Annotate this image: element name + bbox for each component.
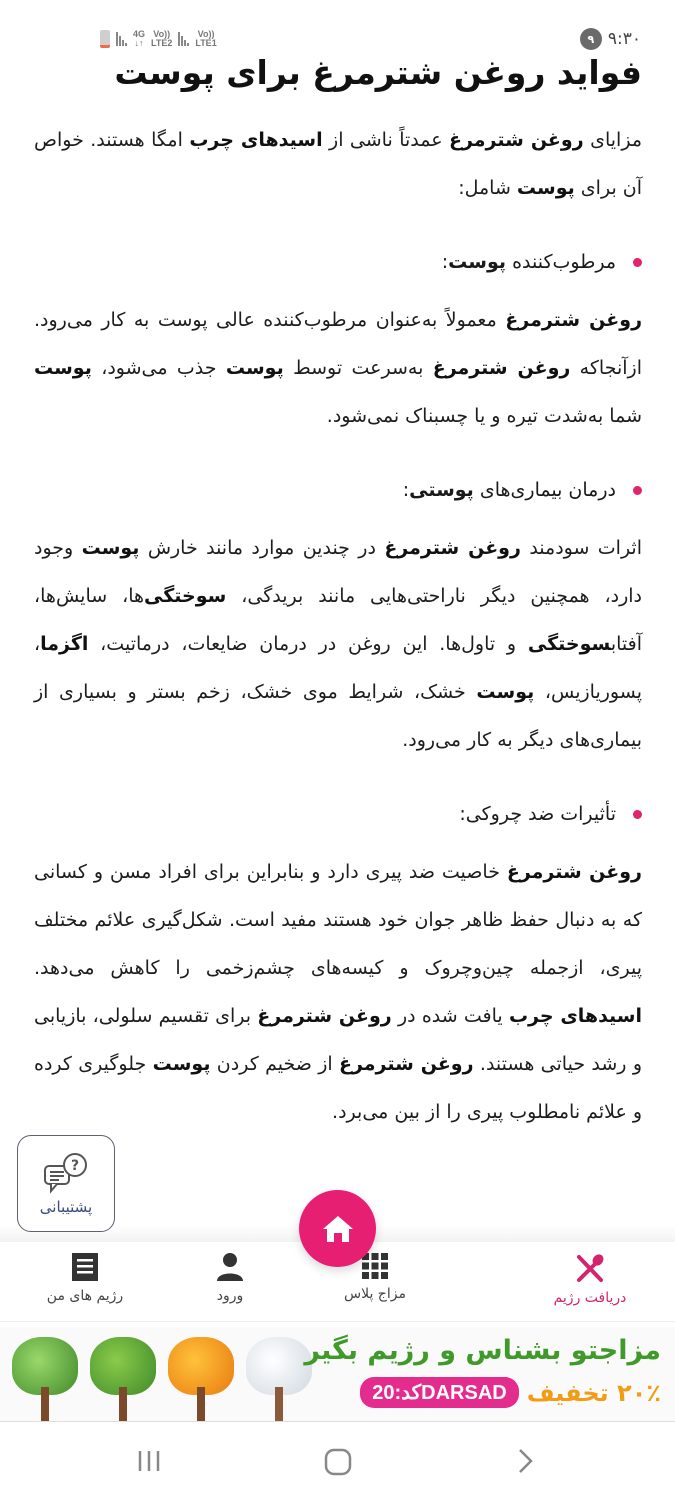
nav-item-my-diets[interactable] xyxy=(20,1252,150,1304)
home-button[interactable] xyxy=(299,1190,376,1267)
bold-keyword: روغن شترمرغ xyxy=(432,357,571,379)
bold-keyword: روغن شترمرغ xyxy=(257,1005,392,1027)
text-run: اثرات سودمند xyxy=(520,537,642,559)
text-run: به‌سرعت توسط xyxy=(283,357,433,379)
banner-offer xyxy=(360,1377,661,1408)
volte-label: Vo)) xyxy=(197,29,215,39)
intro-paragraph xyxy=(34,116,642,212)
discount-text: ۲۰٪ تخفیف xyxy=(526,1378,661,1407)
bold-keyword: روغن شترمرغ xyxy=(384,537,521,559)
recent-apps-icon[interactable] xyxy=(136,1447,164,1475)
status-bar xyxy=(0,0,675,58)
home-icon xyxy=(321,1214,355,1244)
bold-keyword: اسیدهای چرب xyxy=(189,129,323,151)
tree-summer-image xyxy=(88,1331,158,1421)
article-title: فواید روغن شترمرغ برای پوست xyxy=(114,53,642,92)
bullet-dot-icon xyxy=(633,810,642,819)
text-run: : xyxy=(441,251,449,273)
bold-keyword: پوست xyxy=(225,357,284,379)
section-body-moisturizer xyxy=(34,296,642,440)
section-heading-skin-disease xyxy=(34,466,642,514)
support-button[interactable] xyxy=(17,1135,115,1232)
text-run: معمولاً به‌عنوان مرطوب‌کننده عالی پوست به کار می‌رود. ازآنجاکه xyxy=(34,309,642,379)
home-circle-icon[interactable] xyxy=(323,1447,353,1477)
section-heading-text xyxy=(459,803,616,825)
lte-label: LTE1 xyxy=(195,38,217,48)
section-body-skin-disease xyxy=(34,524,642,764)
bullet-dot-icon xyxy=(633,486,642,495)
section-heading-moisturizer xyxy=(34,238,642,286)
text-run: و تاول‌ها. این روغن در درمان ضایعات، درماتیت، xyxy=(88,633,528,655)
bold-keyword: پوست xyxy=(476,681,535,703)
clock: ۹:۳۰ xyxy=(607,29,641,49)
notification-count-badge: ۹ xyxy=(580,28,602,50)
bold-keyword: پوست xyxy=(34,357,92,379)
text-run: ، پسوریازیس، xyxy=(34,633,642,703)
text-run: در چندین موارد مانند خارش xyxy=(139,537,385,559)
text-run: خشک، شرایط موی خشک، زخم بستر و بسیاری از بیماری‌های دیگر به کار می‌رود. xyxy=(34,681,642,751)
text-run: عمدتاً ناشی از xyxy=(322,129,449,151)
discount-code-badge: کد:20DARSAD xyxy=(360,1377,519,1408)
text-run: ‌ها، سایش‌ها، آفتاب xyxy=(34,585,642,655)
bold-keyword: روغن شترمرغ xyxy=(506,861,642,883)
nav-item-login[interactable] xyxy=(165,1252,295,1304)
section-body-anti-wrinkle xyxy=(34,848,642,1136)
nav-label: مزاج پلاس xyxy=(344,1286,406,1302)
text-run: : xyxy=(402,479,410,501)
text-run: شامل: xyxy=(458,177,517,199)
volte-lte1-indicator xyxy=(195,30,216,48)
back-icon[interactable] xyxy=(515,1447,535,1475)
article-content xyxy=(34,44,642,1136)
status-clock-area xyxy=(580,28,641,50)
bold-keyword: پوست xyxy=(152,1053,211,1075)
text-run: جذب می‌شود، xyxy=(91,357,226,379)
text-run: جلوگیری کرده و علائم نامطلوب پیری را از بین می‌برد. xyxy=(34,1053,642,1123)
text-run: برای تقسیم سلولی، بازیابی و رشد حیاتی هستند. xyxy=(34,1005,642,1075)
tree-spring-image xyxy=(10,1331,80,1421)
nav-item-get-diet[interactable] xyxy=(525,1252,655,1306)
text-run: امگا هستند. خواص آن برای xyxy=(34,129,642,199)
banner-headline: مزاجتو بشناس و رژیم بگیر xyxy=(304,1335,661,1366)
text-run: یافت شده در xyxy=(391,1005,509,1027)
bold-keyword: پوست xyxy=(516,177,575,199)
system-navigation-bar xyxy=(0,1423,675,1500)
section-heading-text xyxy=(403,479,616,501)
bold-keyword: پوست xyxy=(448,251,507,273)
data-arrows-icon: ↓↑ xyxy=(134,38,144,48)
text-run: درمان بیماری‌های xyxy=(473,479,616,501)
battery-icon xyxy=(100,30,110,48)
bold-keyword: اگزما xyxy=(40,633,89,655)
text-run: تأثیرات ضد چروکی: xyxy=(459,803,616,825)
nav-label: دریافت رژیم xyxy=(553,1290,627,1306)
chat-question-icon xyxy=(43,1152,89,1194)
bold-keyword: روغن شترمرغ xyxy=(505,309,643,331)
text-run: خاصیت ضد پیری دارد و بنابراین برای افراد مسن و کسانی که به دنبال حفظ ظاهر جوان خود هستند مفید است. شکل‌گیری علائم مختلف پیری، ازجمله چین‌وچروک و کیسه‌های چشم‌زخمی را کاهش می‌دهد. xyxy=(34,861,642,979)
text-run: وجود دارد، همچنین دیگر ناراحتی‌هایی مانند بریدگی، xyxy=(34,537,642,607)
bold-keyword: روغن شترمرغ xyxy=(449,129,584,151)
status-icons xyxy=(100,30,217,48)
section-heading-anti-wrinkle xyxy=(34,790,642,838)
bold-keyword: سوختگی xyxy=(144,585,227,607)
grid-icon xyxy=(361,1252,389,1280)
fork-spoon-icon xyxy=(574,1252,606,1284)
network-4g-indicator xyxy=(133,30,145,48)
text-run: شما به‌شدت تیره و یا چسبناک نمی‌شود. xyxy=(326,405,642,427)
text-run: از ضخیم کردن xyxy=(210,1053,339,1075)
bold-keyword: سوختگی xyxy=(527,633,611,655)
list-icon xyxy=(71,1252,99,1282)
nav-label: رژیم های من xyxy=(46,1288,124,1304)
volte-lte2-indicator xyxy=(151,30,172,48)
volte-label: Vo)) xyxy=(153,29,171,39)
signal-icon xyxy=(178,32,189,46)
network-type: 4G xyxy=(133,29,146,39)
promo-banner[interactable] xyxy=(0,1327,675,1422)
bold-keyword: روغن شترمرغ xyxy=(339,1053,474,1075)
text-run: مرطوب‌کننده xyxy=(506,251,616,273)
text-run: مزایای xyxy=(583,129,642,151)
user-icon xyxy=(215,1252,245,1282)
lte-label: LTE2 xyxy=(151,38,173,48)
bold-keyword: پوست xyxy=(81,537,140,559)
support-label: پشتیبانی xyxy=(39,1197,93,1216)
signal-icon xyxy=(116,32,127,46)
bullet-dot-icon xyxy=(633,258,642,267)
section-heading-text xyxy=(442,251,616,273)
bold-keyword: پوستی xyxy=(409,479,474,501)
tree-autumn-image xyxy=(166,1331,236,1421)
bold-keyword: اسیدهای چرب xyxy=(508,1005,643,1027)
nav-label: ورود xyxy=(216,1288,244,1304)
svg-text:?: ? xyxy=(70,1157,80,1174)
